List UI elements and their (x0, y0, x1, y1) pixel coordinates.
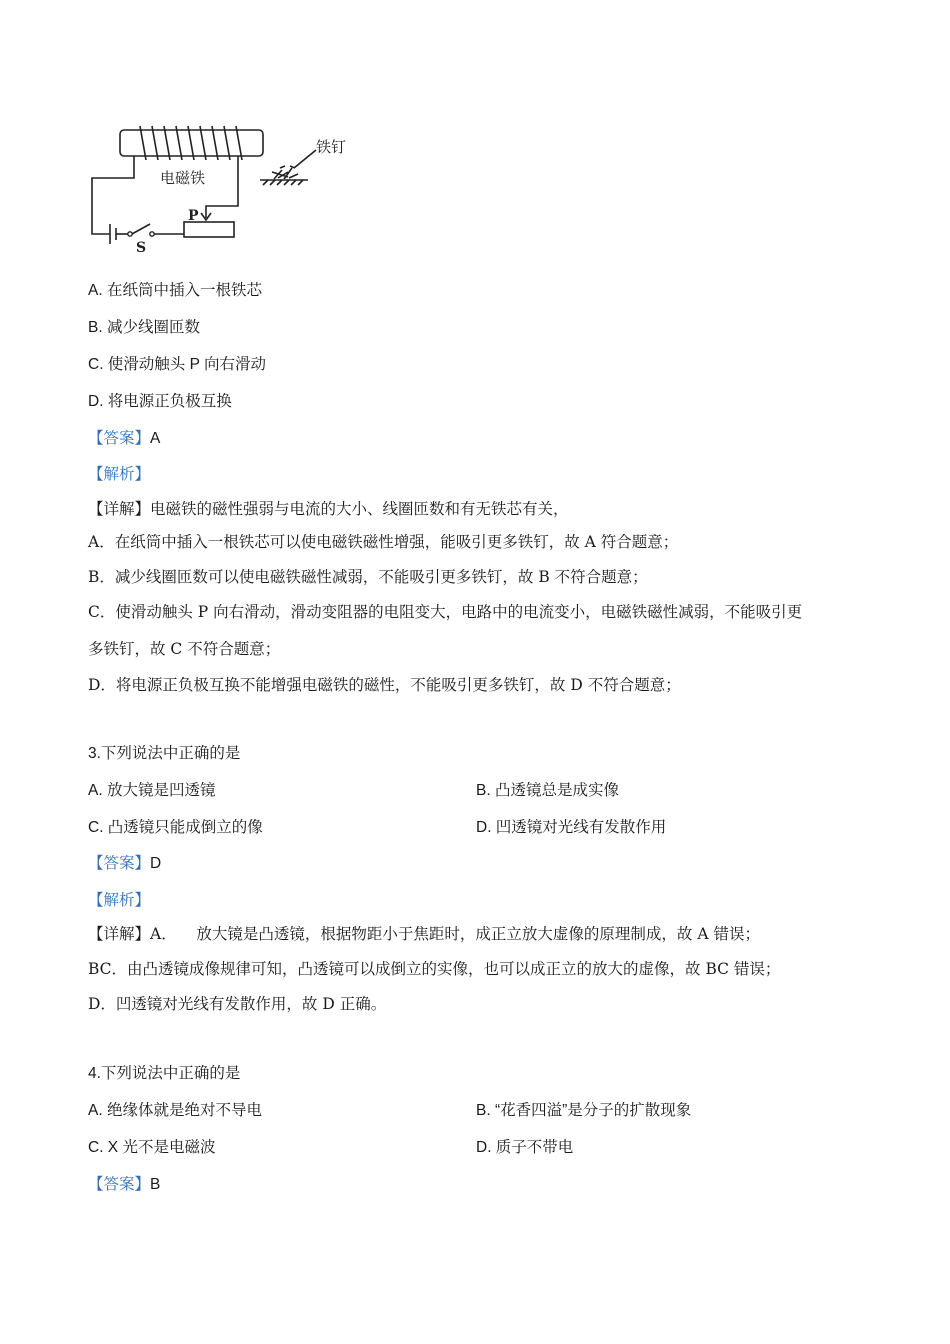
diagram-label-p: P (188, 208, 199, 224)
q2-detail-line: 多铁钉，故 C 不符合题意； (88, 640, 281, 658)
answer-tag: 【答案】 (88, 429, 151, 447)
q4-question: 4.下列说法中正确的是 (88, 1065, 241, 1082)
q4-option-d: D. 质子不带电 (476, 1139, 574, 1156)
answer-value: D (150, 855, 162, 872)
q3-analysis-tag: 【解析】 (88, 891, 151, 909)
q3-answer (88, 853, 161, 874)
q3-option-a: A. 放大镜是凹透镜 (88, 782, 216, 799)
q3-detail-line: D．凹透镜对光线有发散作用，故 D 正确。 (88, 995, 387, 1013)
answer-tag: 【答案】 (88, 854, 151, 872)
q2-detail-line: A．在纸筒中插入一根铁芯可以使电磁铁磁性增强，能吸引更多铁钉，故 A 符合题意； (88, 533, 679, 551)
q3-option-d: D. 凹透镜对光线有发散作用 (476, 819, 667, 836)
diagram-label-nail: 铁钉 (316, 138, 347, 156)
q3-option-b: B. 凸透镜总是成实像 (476, 782, 619, 799)
q3-option-c: C. 凸透镜只能成倒立的像 (88, 819, 263, 836)
q3-detail-line: 【详解】A． 放大镜是凸透镜，根据物距小于焦距时，成正立放大虚像的原理制成，故 A 错误； (88, 925, 760, 943)
answer-tag: 【答案】 (88, 1175, 151, 1193)
answer-value: B (150, 1176, 161, 1193)
q2-option-d: D. 将电源正负极互换 (88, 393, 232, 410)
q2-option-c: C. 使滑动触头 P 向右滑动 (88, 356, 266, 373)
q2-detail-line: C．使滑动触头 P 向右滑动，滑动变阻器的电阻变大，电路中的电流变小，电磁铁磁性减弱，不能吸引更 (88, 603, 803, 621)
q2-answer (88, 428, 160, 449)
q2-option-b: B. 减少线圈匝数 (88, 319, 200, 336)
q4-answer (88, 1174, 160, 1195)
q2-detail-line: B．减少线圈匝数可以使电磁铁磁性减弱，不能吸引更多铁钉，故 B 不符合题意； (88, 568, 648, 586)
q3-question: 3.下列说法中正确的是 (88, 745, 241, 762)
q2-detail-line: D．将电源正负极互换不能增强电磁铁的磁性，不能吸引更多铁钉，故 D 不符合题意； (88, 676, 681, 694)
q2-analysis-tag: 【解析】 (88, 465, 151, 483)
diagram-label-magnet: 电磁铁 (160, 169, 206, 187)
q2-option-a: A. 在纸筒中插入一根铁芯 (88, 282, 262, 299)
q4-option-b: B. “花香四溢”是分子的扩散现象 (476, 1102, 692, 1119)
q4-option-c: C. X 光不是电磁波 (88, 1139, 216, 1156)
q2-detail-line: 【详解】电磁铁的磁性强弱与电流的大小、线圈匝数和有无铁芯有关， (88, 500, 569, 518)
electromagnet-circuit-diagram (88, 122, 358, 257)
answer-value: A (150, 430, 161, 447)
diagram-label-s: S (136, 240, 147, 256)
q3-detail-line: BC．由凸透镜成像规律可知，凸透镜可以成倒立的实像，也可以成正立的放大的虚像，故 BC 错误； (88, 960, 781, 978)
q4-option-a: A. 绝缘体就是绝对不导电 (88, 1102, 262, 1119)
